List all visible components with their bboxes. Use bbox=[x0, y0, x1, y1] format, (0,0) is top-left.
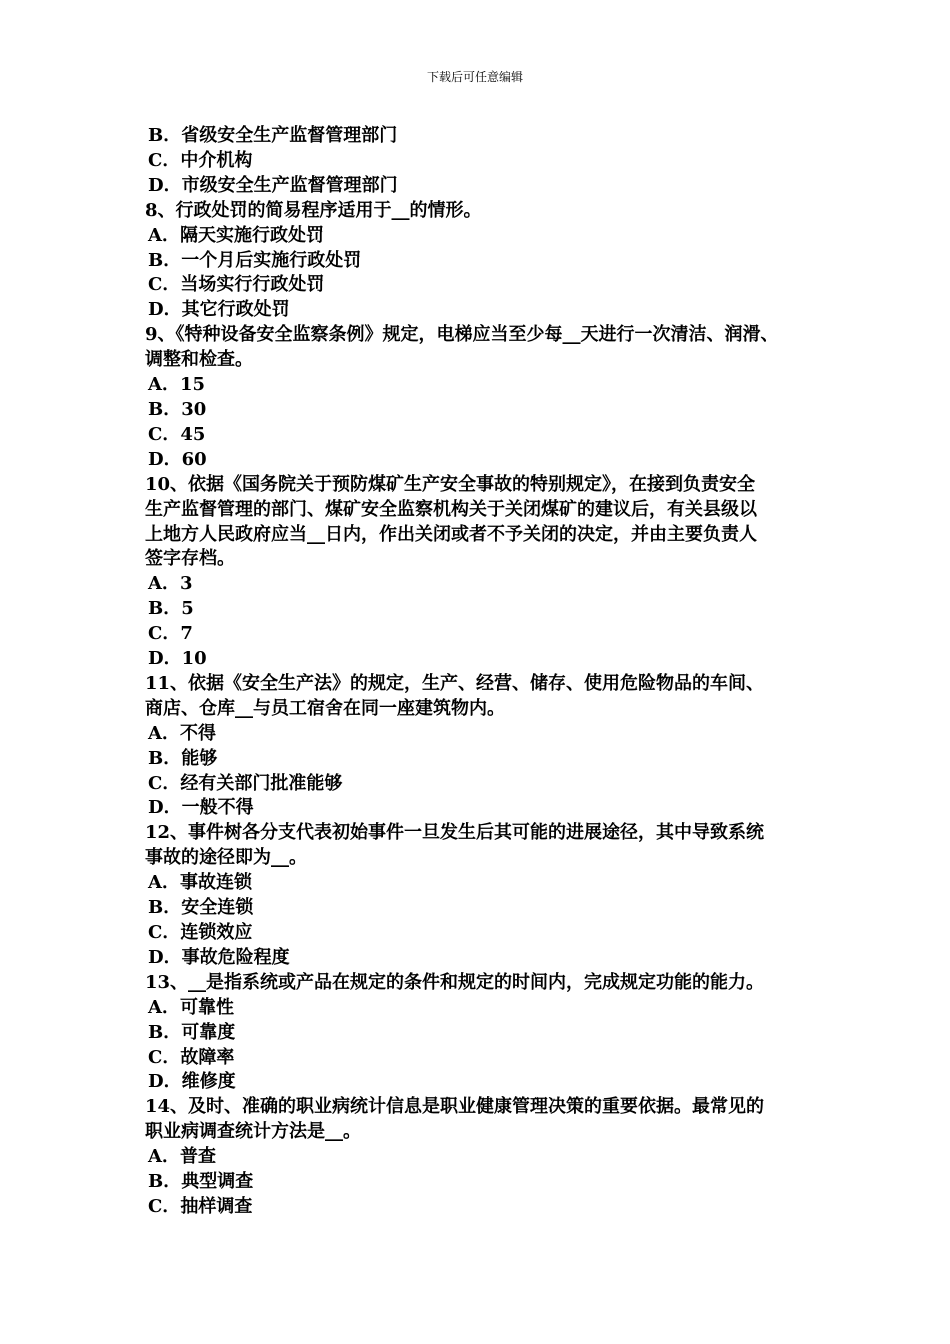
question-text: 调整和检查。 bbox=[145, 349, 253, 371]
question-text: 8、行政处罚的简易程序适用于__的情形。 bbox=[145, 199, 482, 221]
question-text: 9、《特种设备安全监察条例》规定，电梯应当至少每__天进行一次清洁、润滑、 bbox=[145, 324, 779, 346]
answer-option: A．普查 bbox=[148, 1146, 216, 1168]
question-text: 签字存档。 bbox=[145, 548, 235, 570]
question-text: 12、事件树各分支代表初始事件一旦发生后其可能的进展途径，其中导致系统 bbox=[145, 822, 765, 844]
question-text: 13、__是指系统或产品在规定的条件和规定的时间内，完成规定功能的能力。 bbox=[145, 971, 765, 993]
question-text: 生产监督管理的部门、煤矿安全监察机构关于关闭煤矿的建议后，有关县级以 bbox=[145, 498, 757, 520]
answer-option: D．其它行政处罚 bbox=[148, 299, 290, 321]
answer-option: A．不得 bbox=[148, 722, 216, 744]
question-text: 职业病调查统计方法是__。 bbox=[145, 1121, 361, 1143]
answer-option: B．省级安全生产监督管理部门 bbox=[148, 125, 398, 146]
answer-option: C．经有关部门批准能够 bbox=[148, 772, 343, 794]
answer-option: C．中介机构 bbox=[148, 149, 253, 171]
answer-option: D．10 bbox=[148, 648, 207, 670]
question-text: 事故的途径即为__。 bbox=[145, 847, 307, 869]
answer-option: A．隔天实施行政处罚 bbox=[148, 224, 324, 246]
page-header: 下载后可任意编辑 bbox=[426, 70, 523, 84]
answer-option: B．可靠度 bbox=[148, 1021, 236, 1043]
answer-option: D．60 bbox=[148, 448, 207, 470]
answer-option: B．能够 bbox=[148, 747, 218, 769]
answer-option: B．30 bbox=[148, 398, 207, 420]
answer-option: B．安全连锁 bbox=[148, 897, 254, 919]
question-text: 10、依据《国务院关于预防煤矿生产安全事故的特别规定》，在接到负责安全 bbox=[145, 473, 756, 495]
answer-option: A．可靠性 bbox=[148, 996, 234, 1018]
answer-option: B．5 bbox=[148, 598, 194, 620]
answer-option: C．当场实行行政处罚 bbox=[148, 274, 325, 296]
question-list bbox=[145, 124, 817, 1220]
question-text: 14、及时、准确的职业病统计信息是职业健康管理决策的重要依据。最常见的 bbox=[145, 1096, 765, 1118]
answer-option: D．一般不得 bbox=[148, 797, 254, 819]
answer-option: A．3 bbox=[148, 573, 193, 595]
answer-option: B．一个月后实施行政处罚 bbox=[148, 249, 362, 271]
question-text: 商店、仓库__与员工宿舍在同一座建筑物内。 bbox=[145, 697, 505, 719]
answer-option: C．连锁效应 bbox=[148, 922, 253, 943]
answer-option: B．典型调查 bbox=[148, 1171, 254, 1193]
answer-option: A．15 bbox=[148, 374, 206, 396]
answer-option: C．45 bbox=[148, 423, 206, 445]
answer-option: D．维修度 bbox=[148, 1071, 236, 1093]
answer-option: C．故障率 bbox=[148, 1046, 235, 1068]
question-text: 11、依据《安全生产法》的规定，生产、经营、储存、使用危险物品的车间、 bbox=[145, 672, 765, 694]
answer-option: D．市级安全生产监督管理部门 bbox=[148, 174, 398, 196]
question-text: 上地方人民政府应当__日内，作出关闭或者不予关闭的决定，并由主要负责人 bbox=[145, 523, 757, 545]
answer-option: C．抽样调查 bbox=[148, 1195, 253, 1217]
answer-option: A．事故连锁 bbox=[148, 872, 252, 894]
answer-option: D．事故危险程度 bbox=[148, 946, 290, 968]
answer-option: C．7 bbox=[148, 623, 193, 645]
